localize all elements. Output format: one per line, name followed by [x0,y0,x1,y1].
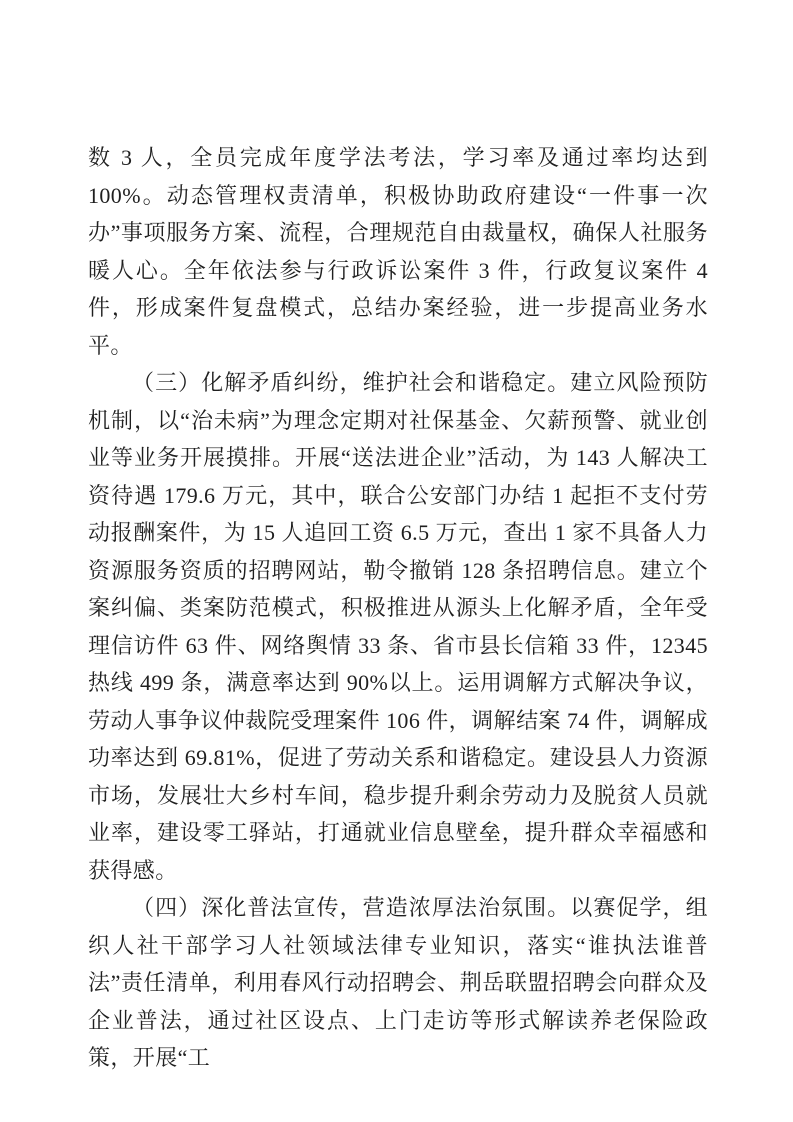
body-paragraph-section-4: （四）深化普法宣传，营造浓厚法治氛围。以赛促学，组织人社干部学习人社领域法律专业知识，落实“谁执法谁普法”责任清单，利用春风行动招聘会、荆岳联盟招聘会向群众及企业普法，通过社区设点、上门走访等形式解读养老保险政策，开展“工 [88,895,708,1070]
document-body [88,139,708,1077]
body-paragraph-continuation: 数 3 人，全员完成年度学法考法，学习率及通过率均达到 100%。动态管理权责清单，积极协助政府建设“一件事一次办”事项服务方案、流程，合理规范自由裁量权，确保人社服务暖人心。全年依法参与行政诉讼案件 3 件，行政复议案件 4 件，形成案件复盘模式，总结办案经验，进一步提高业务水平。 [88,145,708,358]
body-paragraph-section-3: （三）化解矛盾纠纷，维护社会和谐稳定。建立风险预防机制，以“治未病”为理念定期对社保基金、欠薪预警、就业创业等业务开展摸排。开展“送法进企业”活动，为 143 人解决工资待遇 179.6 万元，其中，联合公安部门办结 1 起拒不支付劳动报酬案件，为 15 人追回工资 6.5 万元，查出 1 家不具备人力资源服务资质的招聘网站，勒令撤销 128 条招聘信息。建立个案纠偏、类案防范模式，积极推进从源头上化解矛盾，全年受理信访件 63 件、网络舆情 33 条、省市县长信箱 33 件，12345 热线 499 条，满意率达到 90%以上。运用调解方式解决争议，劳动人事争议仲裁院受理案件 106 件，调解结案 74 件，调解成功率达到 69.81%，促进了劳动关系和谐稳定。建设县人力资源市场，发展壮大乡村车间，稳步提升剩余劳动力及脱贫人员就业率，建设零工驿站，打通就业信息壁垒，提升群众幸福感和获得感。 [88,370,708,883]
